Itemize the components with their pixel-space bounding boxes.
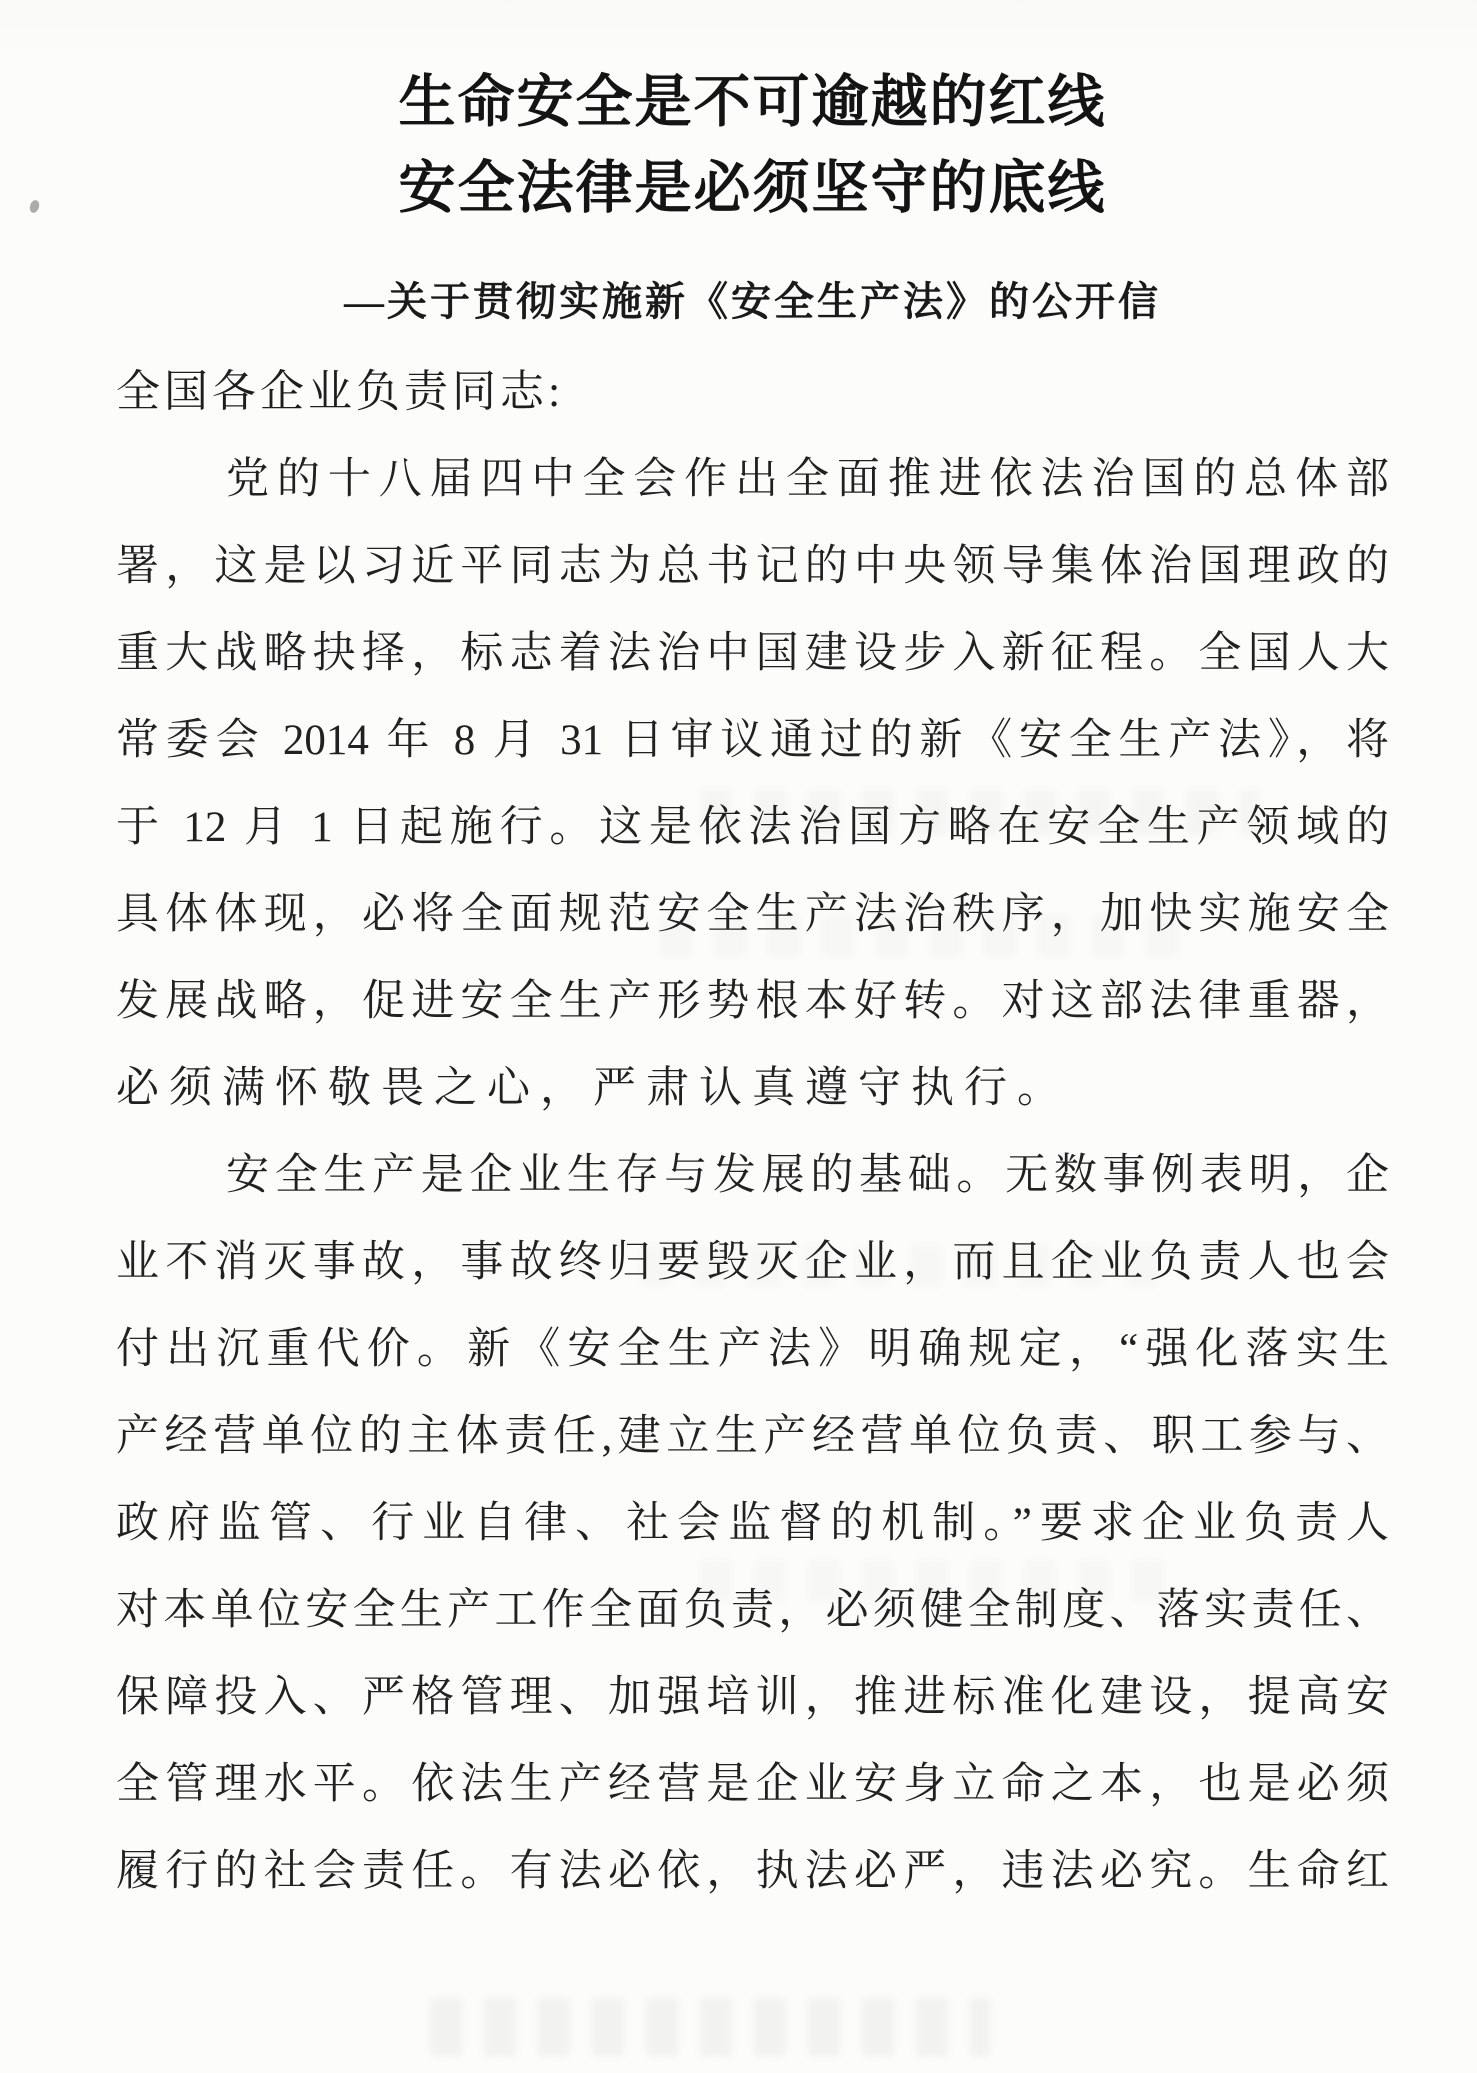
body-line: 履行的社会责任。有法必依，执法必严，违法必究。生命红: [116, 1848, 1389, 1895]
body-line: 对本单位安全生产工作全面负责，必须健全制度、落实责任、: [116, 1587, 1389, 1634]
body-line: 必须满怀敬畏之心，严肃认真遵守执行。: [116, 1065, 1070, 1112]
body-line: 产经营单位的主体责任,建立生产经营单位负责、职工参与、: [116, 1413, 1389, 1460]
body-line: 付出沉重代价。新《安全生产法》明确规定，“强化落实生: [116, 1326, 1389, 1373]
body-line: 重大战略抉择，标志着法治中国建设步入新征程。全国人大: [116, 630, 1389, 677]
body-line: 全管理水平。依法生产经营是企业安身立命之本，也是必须: [116, 1761, 1389, 1808]
body-line: 党的十八届四中全会作出全面推进依法治国的总体部: [226, 456, 1389, 503]
title-line-2: 安全法律是必须坚守的底线: [398, 157, 1107, 220]
document-subtitle: —关于贯彻实施新《安全生产法》的公开信: [344, 279, 1161, 324]
body-line: 于 12 月 1 日起施行。这是依法治国方略在安全生产领域的: [116, 804, 1389, 851]
document-title: [116, 60, 1389, 232]
body-line: 常委会 2014 年 8 月 31 日审议通过的新《安全生产法》，将: [116, 717, 1389, 764]
body-line: 政府监管、行业自律、社会监督的机制。”要求企业负责人: [116, 1500, 1389, 1547]
bleedthrough-artifact: [430, 1998, 990, 2056]
body-line: 发展战略，促进安全生产形势根本好转。对这部法律重器，: [116, 978, 1389, 1025]
letter-body: [116, 436, 1389, 1915]
body-line: 业不消灭事故，事故终归要毁灭企业，而且企业负责人也会: [116, 1239, 1389, 1286]
body-line: 具体体现，必将全面规范安全生产法治秩序，加快实施安全: [116, 891, 1389, 938]
body-line: 保障投入、严格管理、加强培训，推进标准化建设，提高安: [116, 1674, 1389, 1721]
body-line: 安全生产是企业生存与发展的基础。无数事例表明，企: [226, 1152, 1389, 1199]
title-line-1: 生命安全是不可逾越的红线: [398, 71, 1107, 134]
body-line: 署，这是以习近平同志为总书记的中央领导集体治国理政的: [116, 543, 1389, 590]
salutation: 全国各企业负责同志:: [116, 367, 565, 416]
